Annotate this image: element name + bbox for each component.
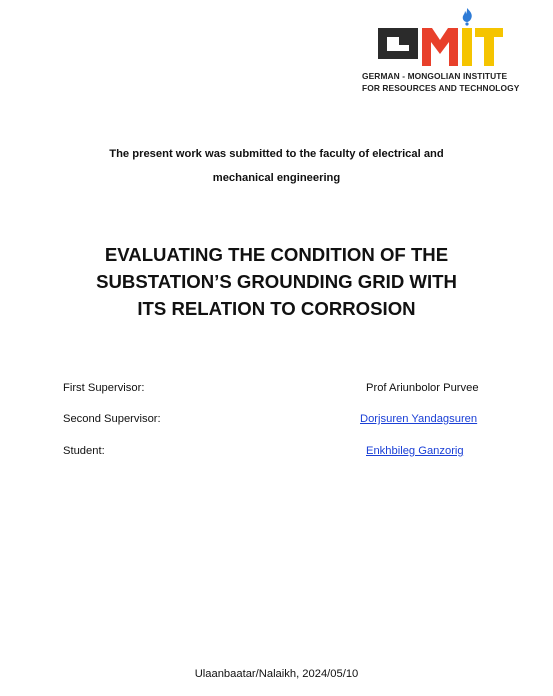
gmit-logo-mark: [376, 6, 526, 70]
first-supervisor-name: Prof Ariunbolor Purvee: [366, 382, 479, 394]
student-link[interactable]: Enkhbileg Ganzorig: [366, 445, 464, 457]
submission-statement: [0, 142, 553, 190]
first-supervisor-label: First Supervisor:: [63, 382, 145, 394]
submission-line-2: mechanical engineering: [212, 172, 341, 184]
student-label: Student:: [63, 445, 105, 457]
logo-subtitle-line-2: FOR RESOURCES AND TECHNOLOGY: [362, 83, 520, 93]
second-supervisor-link[interactable]: Dorjsuren Yandagsuren: [360, 413, 478, 425]
thesis-title-line-1: EVALUATING THE CONDITION OF THE: [104, 244, 449, 265]
first-supervisor-row: [0, 382, 553, 400]
thesis-title-line-3: ITS RELATION TO CORROSION: [137, 298, 416, 319]
student-row: [0, 445, 553, 463]
place-date: Ulaanbaatar/Nalaikh, 2024/05/10: [194, 668, 359, 680]
thesis-title-line-2: SUBSTATION’S GROUNDING GRID WITH: [96, 271, 457, 292]
second-supervisor-row: [0, 413, 553, 431]
logo-subtitle: [362, 70, 532, 94]
thesis-title: [0, 241, 553, 322]
second-supervisor-label: Second Supervisor:: [63, 413, 161, 425]
gmit-logo: [362, 6, 526, 96]
submission-line-1: The present work was submitted to the faculty of electrical and: [109, 148, 444, 160]
logo-subtitle-line-1: GERMAN - MONGOLIAN INSTITUTE: [362, 71, 508, 81]
